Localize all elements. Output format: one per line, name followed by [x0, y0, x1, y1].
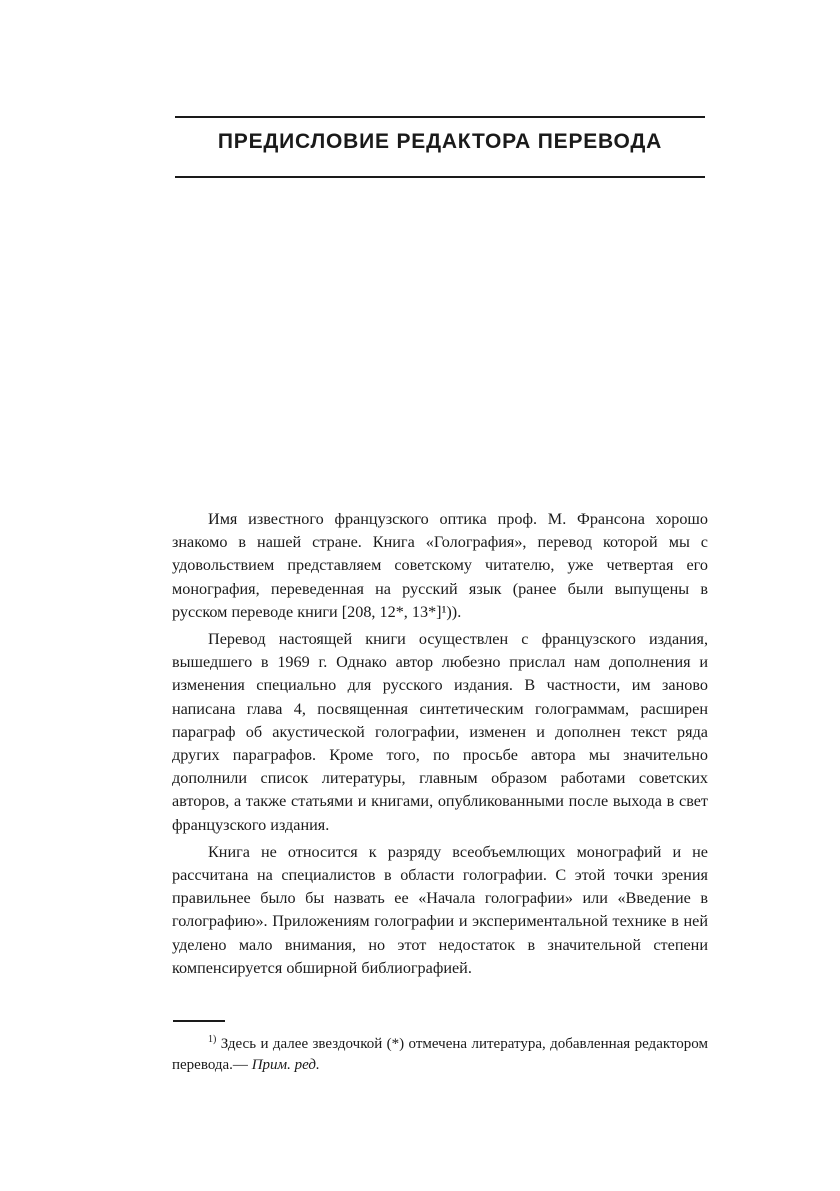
paragraph-1: Имя известного французского оптика проф. М. Франсона хорошо знакомо в нашей стране. Книга «Голография», перевод которой мы с удовольствием представляем советскому читателю, уже четвертая его монография, переведенная на русский язык (ранее были выпущены в русском переводе книги [208, 12*, 13*]¹)).: [172, 510, 708, 621]
paragraph-2: Перевод настоящей книги осуществлен с французского издания, вышедшего в 1969 г. Однако автор любезно прислал нам дополнения и изменения специально для русского издания. В частности, им заново написана глава 4, посвященная синтетическим голограммам, расширен параграф об акустической голографии, изменен и дополнен текст ряда других параграфов. Кроме того, по просьбе автора мы значительно дополнили список литературы, главным образом работами советских авторов, а также статьями и книгами, опубликованными после выхода в свет французского издания.: [172, 630, 708, 834]
bottom-rule: [175, 176, 705, 178]
footnote-rule: [173, 1020, 225, 1022]
footnote-editor-note: Прим. ред.: [251, 1057, 320, 1073]
preface-body: [172, 508, 708, 984]
footnote-text: Здесь и далее звездочкой (*) отмечена литература, добавленная редактором перевода.—: [172, 1036, 709, 1073]
footnote-marker: 1): [208, 1034, 217, 1045]
top-rule: [175, 116, 705, 118]
page-title: ПРЕДИСЛОВИЕ РЕДАКТОРА ПЕРЕВОДА: [217, 130, 663, 153]
footnote: [172, 1034, 708, 1076]
paragraph-3: Книга не относится к разряду всеобъемлющих монографий и не рассчитана на специалистов в области голографии. С этой точки зрения правильнее было бы назвать ее «Начала голографии» или «Введение в голографию». Приложениям голографии и экспериментальной технике в ней уделено мало внимания, но этот недостаток в значительной степени компенсируется обширной библиографией.: [172, 842, 708, 977]
